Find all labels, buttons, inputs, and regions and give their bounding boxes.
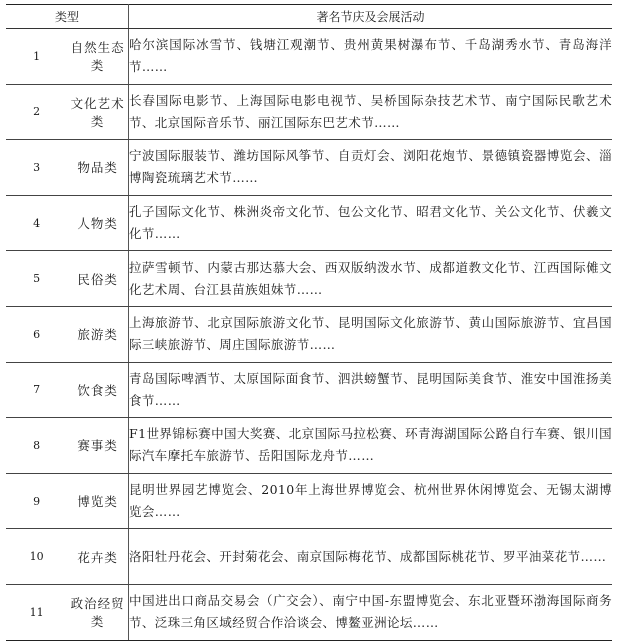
row-type: 旅游类: [67, 306, 128, 362]
row-type: 花卉类: [67, 529, 128, 585]
row-events: 中国进出口商品交易会（广交会）、南宁中国-东盟博览会、东北亚暨环渤海国际商务节、泛珠三角区域经贸合作洽谈会、博鳌亚洲论坛……: [129, 584, 613, 640]
row-number: 6: [6, 306, 67, 362]
table-row: [6, 140, 612, 196]
row-events: 孔子国际文化节、株洲炎帝文化节、包公文化节、昭君文化节、关公文化节、伏羲文化节……: [129, 195, 613, 251]
header-row: [6, 5, 612, 29]
table-row: [6, 418, 612, 474]
header-type: 类型: [6, 5, 129, 29]
table-row: [6, 306, 612, 362]
row-number: 4: [6, 195, 67, 251]
table-row: [6, 473, 612, 529]
row-events: 上海旅游节、北京国际旅游文化节、昆明国际文化旅游节、黄山国际旅游节、宜昌国际三峡旅游节、周庄国际旅游节……: [129, 306, 613, 362]
row-number: 5: [6, 251, 67, 307]
table-row: [6, 251, 612, 307]
table-row: [6, 529, 612, 585]
row-number: 3: [6, 140, 67, 196]
row-number: 7: [6, 362, 67, 418]
row-number: 1: [6, 29, 67, 85]
row-type: 赛事类: [67, 418, 128, 474]
row-number: 10: [6, 529, 67, 585]
row-events: 宁波国际服装节、潍坊国际风筝节、自贡灯会、浏阳花炮节、景德镇瓷器博览会、淄博陶瓷琉璃艺术节……: [129, 140, 613, 196]
row-events: 洛阳牡丹花会、开封菊花会、南京国际梅花节、成都国际桃花节、罗平油菜花节……: [129, 529, 613, 585]
row-number: 11: [6, 584, 67, 640]
table-row: [6, 29, 612, 85]
row-events: F1世界锦标赛中国大奖赛、北京国际马拉松赛、环青海湖国际公路自行车赛、银川国际汽车摩托车旅游节、岳阳国际龙舟节……: [129, 418, 613, 474]
row-events: 哈尔滨国际冰雪节、钱塘江观潮节、贵州黄果树瀑布节、千岛湖秀水节、青岛海洋节……: [129, 29, 613, 85]
row-type: 自然生态类: [67, 29, 128, 85]
row-events: 青岛国际啤酒节、太原国际面食节、泗洪螃蟹节、昆明国际美食节、淮安中国淮扬美食节……: [129, 362, 613, 418]
festival-table: [6, 4, 612, 641]
table-row: [6, 362, 612, 418]
table-row: [6, 195, 612, 251]
row-type: 民俗类: [67, 251, 128, 307]
row-number: 8: [6, 418, 67, 474]
table-row: [6, 84, 612, 140]
row-type: 博览类: [67, 473, 128, 529]
row-events: 拉萨雪顿节、内蒙古那达慕大会、西双版纳泼水节、成都道教文化节、江西国际傩文化艺术周、台江县苗族姐妹节……: [129, 251, 613, 307]
row-events: 长春国际电影节、上海国际电影电视节、吴桥国际杂技艺术节、南宁国际民歌艺术节、北京国际音乐节、丽江国际东巴艺术节……: [129, 84, 613, 140]
header-events: 著名节庆及会展活动: [129, 5, 613, 29]
table-row: [6, 584, 612, 640]
row-type: 物品类: [67, 140, 128, 196]
row-type: 政治经贸类: [67, 584, 128, 640]
table-body: [6, 29, 612, 641]
row-events: 昆明世界园艺博览会、2010年上海世界博览会、杭州世界休闲博览会、无锡太湖博览会……: [129, 473, 613, 529]
row-type: 饮食类: [67, 362, 128, 418]
row-type: 文化艺术类: [67, 84, 128, 140]
row-number: 9: [6, 473, 67, 529]
row-type: 人物类: [67, 195, 128, 251]
row-number: 2: [6, 84, 67, 140]
